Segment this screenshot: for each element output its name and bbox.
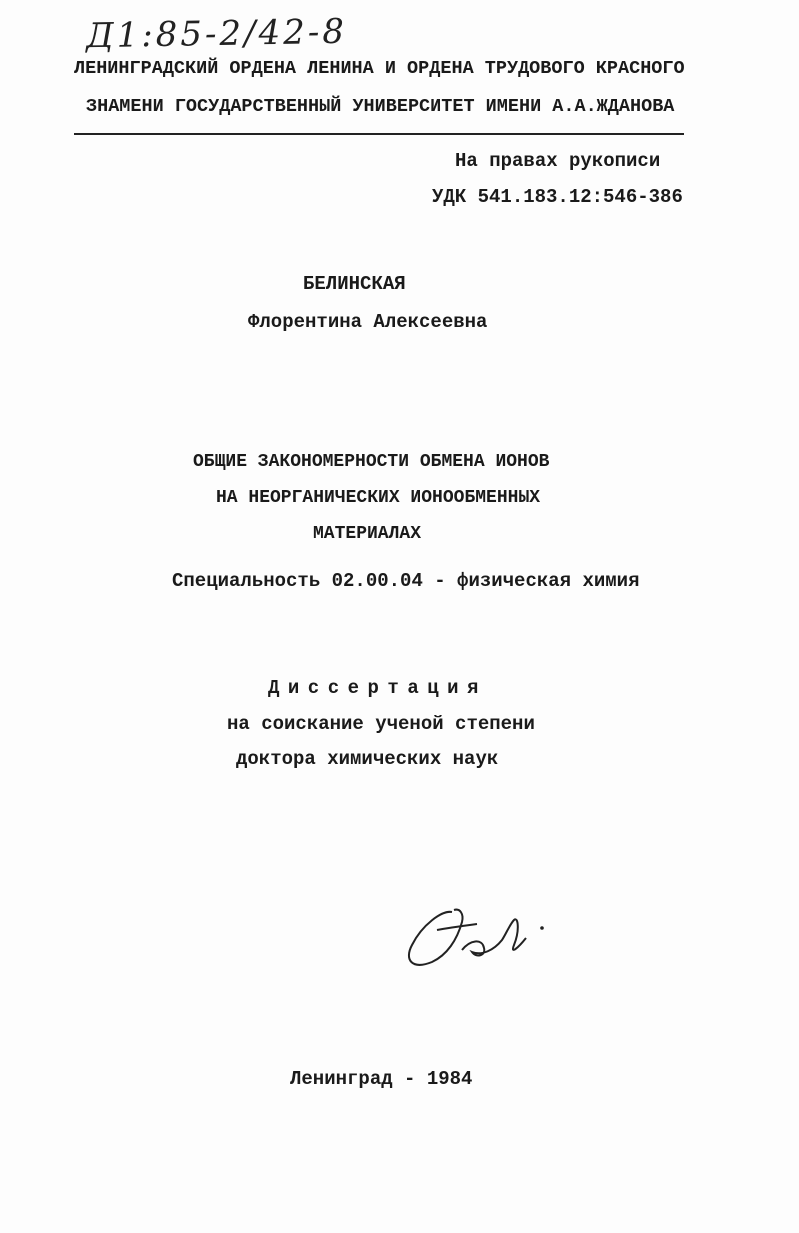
signature [402,900,562,980]
institution-line-2: ЗНАМЕНИ ГОСУДАРСТВЕННЫЙ УНИВЕРСИТЕТ ИМЕНИ А.А.ЖДАНОВА [86,96,675,117]
author-surname: БЕЛИНСКАЯ [303,273,406,295]
archive-number: Д1:85-2/42-8 [85,11,348,57]
institution-line-1: ЛЕНИНГРАДСКИЙ ОРДЕНА ЛЕНИНА И ОРДЕНА ТРУДОВОГО КРАСНОГО [74,58,685,79]
degree-type: Диссертация [268,677,487,699]
place-and-year: Ленинград - 1984 [290,1068,473,1090]
degree-line-3: доктора химических наук [236,748,499,770]
specialty: Специальность 02.00.04 - физическая химия [172,570,640,592]
udc-code: УДК 541.183.12:546-386 [432,186,683,208]
header-divider [74,133,684,135]
degree-line-2: на соискание ученой степени [227,713,535,735]
author-given-names: Флорентина Алексеевна [248,311,488,333]
title-line-2: НА НЕОРГАНИЧЕСКИХ ИОНООБМЕННЫХ [216,488,541,508]
rights-notice: На правах рукописи [455,150,661,172]
title-line-3: МАТЕРИАЛАХ [313,524,422,544]
title-line-1: ОБЩИЕ ЗАКОНОМЕРНОСТИ ОБМЕНА ИОНОВ [193,452,550,472]
